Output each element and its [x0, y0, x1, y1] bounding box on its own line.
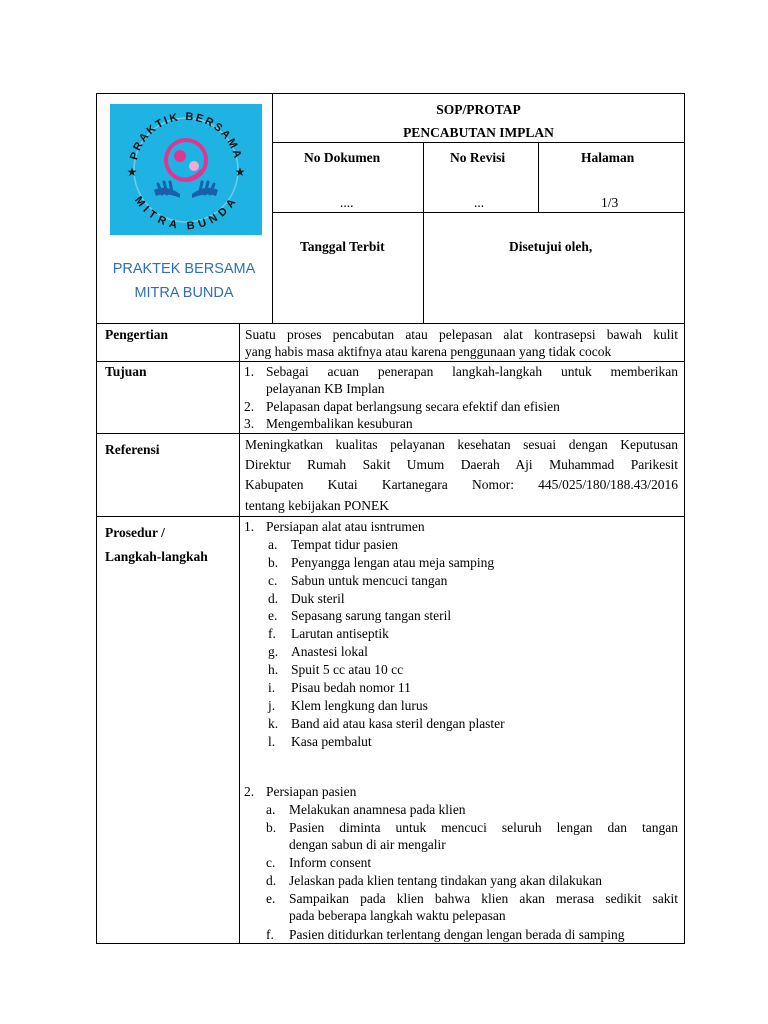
clinic-logo-graphic	[110, 104, 262, 235]
prosedur-label-line2: Langkah-langkah	[105, 549, 208, 564]
tujuan-item-num: 1.	[244, 364, 255, 379]
approved-by-label: Disetujui oleh,	[509, 239, 593, 254]
doc-number-value: ....	[340, 195, 354, 210]
list-item-letter: j.	[268, 698, 276, 713]
referensi-line: Direktur Rumah Sakit Umum Daerah Aji Muhammad Parikesit	[245, 457, 678, 472]
list-item-letter: d.	[268, 591, 279, 606]
list-item-text: Anastesi lokal	[291, 644, 368, 659]
page-value: 1/3	[601, 195, 619, 210]
list-item-letter: c.	[266, 855, 276, 870]
sop-title-line1: SOP/PROTAP	[436, 102, 521, 117]
clinic-name	[96, 257, 272, 305]
list-item-letter: i.	[268, 680, 276, 695]
list-item-text: Pisau bedah nomor 11	[291, 680, 411, 695]
tujuan-bottom-line	[96, 433, 685, 434]
list-item-letter: l.	[268, 734, 276, 749]
list-item-letter: f.	[268, 626, 276, 641]
list-item-text: Larutan antiseptik	[291, 626, 389, 641]
list-item-text: Jelaskan pada klien tentang tindakan yang akan dilakukan	[289, 873, 603, 888]
tujuan-label: Tujuan	[105, 364, 147, 379]
list-item-text: Klem lengkung dan lurus	[291, 698, 428, 713]
list-item-letter: a.	[266, 802, 276, 817]
list-item-letter: g.	[268, 644, 279, 659]
svg-text:★: ★	[234, 165, 246, 179]
revision-value: ...	[474, 195, 485, 210]
list-item-text: Sepasang sarung tangan steril	[291, 608, 452, 623]
list-item-letter: a.	[268, 537, 278, 552]
label-column-divider	[239, 323, 240, 944]
referensi-label: Referensi	[105, 442, 160, 457]
clinic-logo	[110, 104, 262, 235]
section-number: 2.	[244, 784, 255, 799]
referensi-bottom-line	[96, 516, 685, 517]
revision-label: No Revisi	[450, 150, 506, 165]
page-label: Halaman	[581, 150, 635, 165]
tujuan-item-num: 2.	[244, 399, 255, 414]
tujuan-item-text: Sebagai acuan penerapan langkah-langkah untuk memberikan	[266, 364, 678, 379]
list-item-letter: f.	[266, 927, 274, 942]
referensi-line: Meningkatkan kualitas pelayanan kesehatan sesuai dengan Keputusan	[245, 437, 678, 452]
list-item-text: Sabun untuk mencuci tangan	[291, 573, 448, 588]
doc-number-label: No Dokumen	[304, 150, 381, 165]
list-item-letter: e.	[268, 608, 278, 623]
svg-text:PRAKTIK BERSAMA: PRAKTIK BERSAMA	[128, 110, 244, 162]
list-item-letter: c.	[268, 573, 278, 588]
list-item-letter: b.	[266, 820, 277, 835]
pengertian-bottom-line	[96, 361, 685, 362]
pengertian-text-line2: yang habis masa aktifnya atau karena penggunaan yang tidak cocok	[245, 344, 612, 359]
section-number: 1.	[244, 519, 255, 534]
title-bottom-line	[272, 142, 685, 143]
list-item-letter: d.	[266, 873, 277, 888]
list-item-text-cont: dengan sabun di air mengalir	[289, 837, 446, 852]
referensi-line: Kabupaten Kutai Kartanegara Nomor: 445/025/180/188.43/2016	[245, 477, 678, 492]
referensi-line: tentang kebijakan PONEK	[245, 498, 389, 513]
tujuan-item-text: Pelapasan dapat berlangsung secara efektif dan efisien	[266, 399, 560, 414]
list-item-letter: b.	[268, 555, 279, 570]
list-item-text: Melakukan anamnesa pada klien	[289, 802, 466, 817]
svg-text:MITRA BUNDA: MITRA BUNDA	[132, 194, 241, 233]
docno-rev-divider	[423, 142, 424, 323]
section-title: Persiapan alat atau isntrumen	[266, 519, 425, 534]
pengertian-text-line1: Suatu proses pencabutan atau pelepasan alat kontrasepsi bawah kulit	[245, 327, 678, 342]
list-item-text: Pasien diminta untuk mencuci seluruh lengan dan tangan	[289, 820, 678, 835]
clinic-name-line1: PRAKTEK BERSAMA	[112, 261, 256, 277]
section-title: Persiapan pasien	[266, 784, 357, 799]
tujuan-item-num: 3.	[244, 416, 255, 431]
list-item-letter: e.	[266, 891, 276, 906]
list-item-text: Band aid atau kasa steril dengan plaster	[291, 716, 505, 731]
sop-title-line2: PENCABUTAN IMPLAN	[403, 125, 554, 140]
pengertian-label: Pengertian	[105, 327, 168, 342]
svg-text:★: ★	[126, 165, 138, 179]
prosedur-label-line1: Prosedur /	[105, 525, 165, 540]
tujuan-item-text-cont: pelayanan KB Implan	[266, 381, 385, 396]
clinic-name-line2: MITRA BUNDA	[134, 285, 234, 301]
tujuan-item-text: Mengembalikan kesuburan	[266, 416, 413, 431]
list-item-text: Sampaikan pada klien bahwa klien akan merasa sedikit sakit	[289, 891, 678, 906]
rev-page-divider	[538, 142, 539, 213]
list-item-text: Inform consent	[289, 855, 372, 870]
list-item-letter: h.	[268, 662, 279, 677]
issue-date-label: Tanggal Terbit	[300, 239, 385, 254]
list-item-text: Tempat tidur pasien	[291, 537, 399, 552]
header-bottom-line	[96, 323, 685, 324]
docno-bottom-line	[272, 212, 685, 213]
list-item-text: Kasa pembalut	[291, 734, 372, 749]
list-item-text-cont: pada beberapa langkah waktu pelepasan	[289, 908, 506, 923]
list-item-text: Penyangga lengan atau meja samping	[291, 555, 495, 570]
list-item-letter: k.	[268, 716, 279, 731]
list-item-text: Duk steril	[291, 591, 345, 606]
list-item-text: Spuit 5 cc atau 10 cc	[291, 662, 404, 677]
list-item-text: Pasien ditidurkan terlentang dengan lengan berada di samping	[289, 927, 625, 942]
